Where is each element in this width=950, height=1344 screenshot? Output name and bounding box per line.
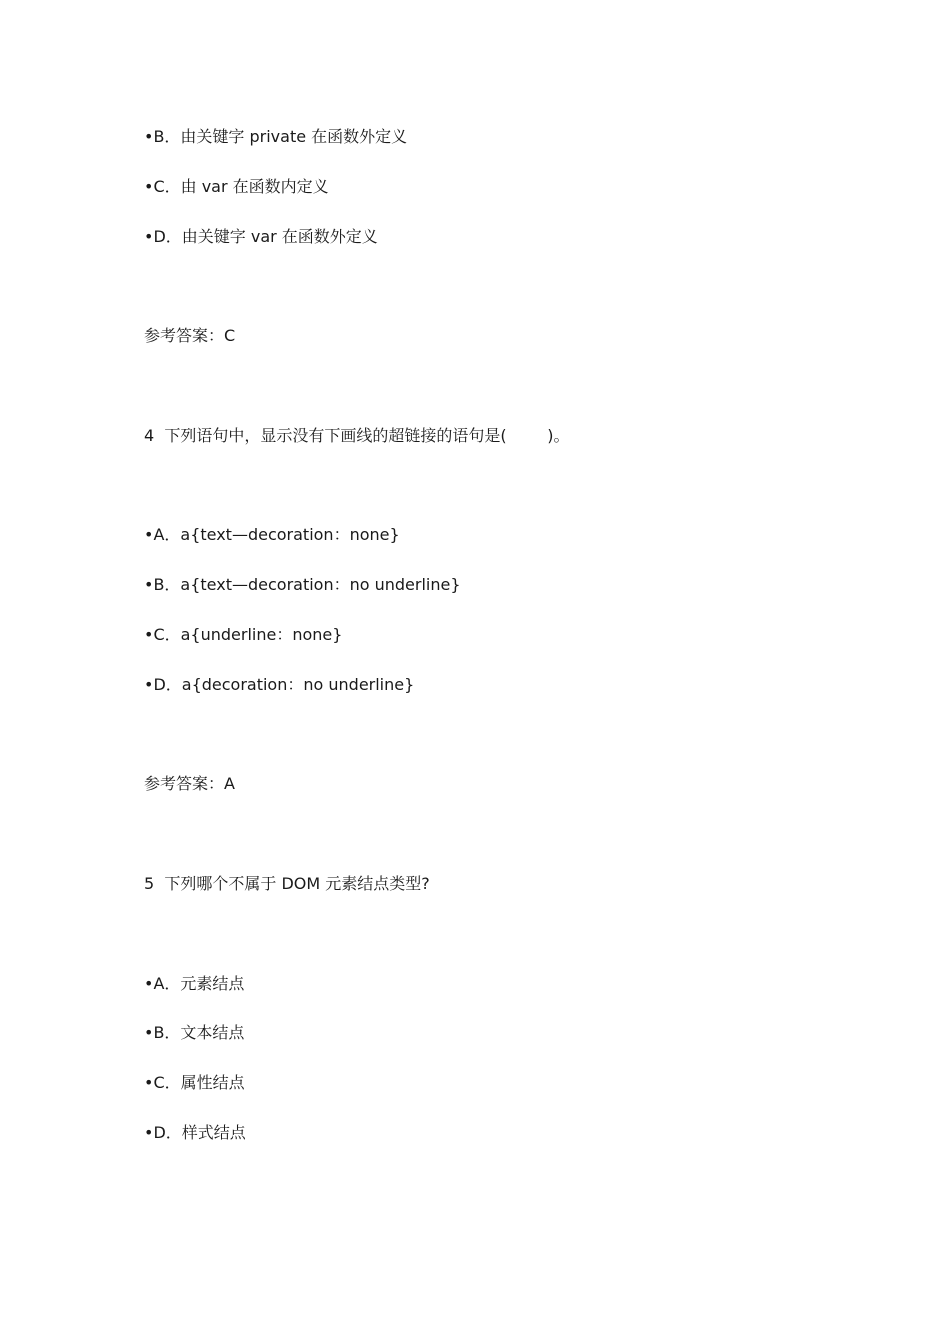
q5-option-a: •A．元素结点 <box>144 974 245 993</box>
q5-question: 5 下列哪个不属于 DOM 元素结点类型? <box>144 874 430 893</box>
q5-option-c: •C．属性结点 <box>144 1073 245 1092</box>
q4-option-c: •C．a{underline：none} <box>144 625 343 644</box>
q4-question: 4 下列语句中，显示没有下画线的超链接的语句是( )。 <box>144 426 570 445</box>
q3-option-d: •D．由关键字 var 在函数外定义 <box>144 227 378 246</box>
q4-option-b: •B．a{text—decoration：no underline} <box>144 575 461 594</box>
q5-option-d: •D．样式结点 <box>144 1123 246 1142</box>
q4-answer: 参考答案：A <box>144 774 235 793</box>
q5-option-b: •B．文本结点 <box>144 1023 245 1042</box>
q4-option-d: •D．a{decoration：no underline} <box>144 675 415 694</box>
q3-option-c: •C．由 var 在函数内定义 <box>144 177 329 196</box>
q3-answer: 参考答案：C <box>144 326 236 345</box>
q4-option-a: •A．a{text—decoration：none} <box>144 525 400 544</box>
q3-option-b: •B．由关键字 private 在函数外定义 <box>144 127 408 146</box>
